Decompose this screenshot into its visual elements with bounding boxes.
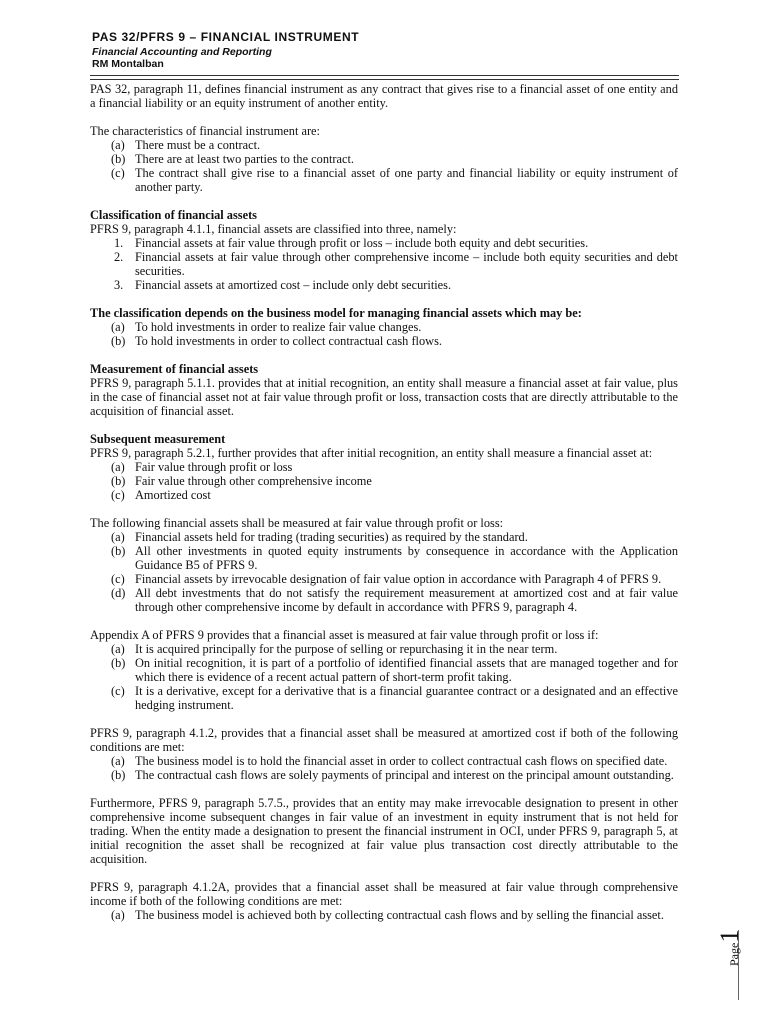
document-body [90, 82, 678, 936]
list-item [90, 642, 678, 656]
subsequent-list [90, 460, 678, 502]
section-heading: Subsequent measurement [90, 432, 226, 446]
list-item-text: Amortized cost [135, 488, 211, 502]
list-item-text: Financial assets at fair value through other comprehensive income – include both equity securities and debt securities. [135, 250, 678, 278]
list-item [90, 320, 678, 334]
list-marker: (a) [111, 642, 125, 656]
fvtpl-list [90, 530, 678, 614]
fvoci-intro: PFRS 9, paragraph 4.1.2A, provides that a financial asset shall be measured at fair value through comprehensive income if both of the following conditions are met: [90, 880, 678, 908]
list-item [90, 474, 678, 488]
list-item [90, 572, 678, 586]
list-item-text: It is a derivative, except for a derivative that is a financial guarantee contract or a designated and an effective hedging instrument. [135, 684, 678, 712]
list-marker: 1. [114, 236, 124, 250]
list-item [90, 754, 678, 768]
list-item-text: Financial assets by irrevocable designation of fair value option in accordance with Paragraph 4 of PFRS 9. [135, 572, 662, 586]
list-item [90, 656, 678, 684]
list-item [90, 334, 678, 348]
amortized-list [90, 754, 678, 782]
appendix-intro: Appendix A of PFRS 9 provides that a financial asset is measured at fair value through profit or loss if: [90, 628, 599, 642]
section-heading: Measurement of financial assets [90, 362, 259, 376]
list-item-text: All debt investments that do not satisfy the requirement measurement at amortized cost and at fair value through other comprehensive income by default in accordance with PFRS 9, paragraph 4. [135, 586, 678, 614]
list-marker: (b) [111, 152, 126, 166]
list-item [90, 684, 678, 712]
list-item-text: Fair value through profit or loss [135, 460, 293, 474]
list-item [90, 236, 678, 250]
list-item [90, 250, 678, 278]
list-item-text: Financial assets at fair value through profit or loss – include both equity and debt securities. [135, 236, 589, 250]
list-marker: (d) [111, 586, 126, 600]
page-word: Page [727, 942, 741, 966]
list-marker: (c) [111, 684, 125, 698]
list-marker: (a) [111, 138, 125, 152]
list-item-text: The business model is achieved both by collecting contractual cash flows and by selling the financial asset. [135, 908, 664, 922]
section-heading: The classification depends on the business model for managing financial assets which may be: [90, 306, 582, 320]
list-marker: (b) [111, 656, 126, 670]
characteristics-list [90, 138, 678, 194]
list-marker: (b) [111, 334, 126, 348]
list-item-text: It is acquired principally for the purpose of selling or repurchasing it in the near term. [135, 642, 558, 656]
list-item-text: There must be a contract. [135, 138, 261, 152]
document-title: PAS 32/PFRS 9 – FINANCIAL INSTRUMENT [92, 30, 360, 44]
characteristics-intro: The characteristics of financial instrument are: [90, 124, 320, 138]
list-item-text: To hold investments in order to realize fair value changes. [135, 320, 422, 334]
list-marker: 3. [114, 278, 124, 292]
section-heading: Classification of financial assets [90, 208, 257, 222]
list-item [90, 278, 678, 292]
list-item-text: The contractual cash flows are solely payments of principal and interest on the principal amount outstanding. [135, 768, 674, 782]
business-model-list [90, 320, 678, 348]
list-item-text: There are at least two parties to the contract. [135, 152, 354, 166]
document-subtitle: Financial Accounting and Reporting [92, 46, 272, 59]
list-marker: (b) [111, 474, 126, 488]
document-header [92, 31, 359, 70]
list-marker: (a) [111, 754, 125, 768]
classification-list [90, 236, 678, 292]
list-item [90, 152, 678, 166]
measurement-paragraph: PFRS 9, paragraph 5.1.1. provides that at initial recognition, an entity shall measure a financial asset at fair value, plus in the case of financial asset not at fair value through profit or loss, transaction costs that are directly attributable to the acquisition of financial asset. [90, 376, 678, 418]
list-marker: (c) [111, 488, 125, 502]
list-item [90, 460, 678, 474]
list-item-text: All other investments in quoted equity instruments by consequence in accordance with the Application Guidance B5 of PFRS 9. [135, 544, 678, 572]
fvtpl-intro: The following financial assets shall be measured at fair value through profit or loss: [90, 516, 504, 530]
list-marker: (a) [111, 530, 125, 544]
list-item [90, 544, 678, 572]
fvoci-list [90, 908, 678, 922]
list-marker: (c) [111, 166, 125, 180]
page-number-value: 1 [715, 929, 744, 943]
document-author: RM Montalban [92, 57, 164, 70]
list-marker: (b) [111, 768, 126, 782]
oci-paragraph: Furthermore, PFRS 9, paragraph 5.7.5., provides that an entity may make irrevocable designation to present in other comprehensive income subsequent changes in fair value of an investment in equity instrument that is not held for trading. When the entity made a designation to present the financial instrument in OCI, under PFRS 9, paragraph 5, at initial recognition the asset shall be recognized at fair value plus transaction cost directly attributable to the acquisition. [90, 796, 678, 866]
list-marker: (a) [111, 908, 125, 922]
amortized-intro: PFRS 9, paragraph 4.1.2, provides that a financial asset shall be measured at amortized cost if both of the following conditions are met: [90, 726, 678, 754]
list-marker: (a) [111, 460, 125, 474]
list-marker: (b) [111, 544, 126, 558]
appendix-list [90, 642, 678, 712]
header-divider [90, 75, 679, 80]
list-item [90, 586, 678, 614]
subsequent-intro: PFRS 9, paragraph 5.2.1, further provides that after initial recognition, an entity shall measure a financial asset at: [90, 446, 653, 460]
classification-intro: PFRS 9, paragraph 4.1.1, financial assets are classified into three, namely: [90, 222, 457, 236]
list-item-text: The business model is to hold the financial asset in order to collect contractual cash flows on specified date. [135, 754, 668, 768]
list-item [90, 908, 678, 922]
list-item [90, 166, 678, 194]
list-item-text: The contract shall give rise to a financial asset of one party and financial liability or equity instrument of another party. [135, 166, 678, 194]
list-item-text: Financial assets at amortized cost – include only debt securities. [135, 278, 452, 292]
page-number [715, 930, 745, 966]
list-item-text: Fair value through other comprehensive income [135, 474, 372, 488]
list-item [90, 768, 678, 782]
list-item-text: On initial recognition, it is part of a portfolio of identified financial assets that are managed together and for which there is evidence of a recent actual pattern of short-term profit taking. [135, 656, 678, 684]
list-item [90, 488, 678, 502]
list-marker: 2. [114, 250, 124, 264]
list-marker: (a) [111, 320, 125, 334]
list-item [90, 530, 678, 544]
list-item-text: To hold investments in order to collect contractual cash flows. [135, 334, 442, 348]
list-marker: (c) [111, 572, 125, 586]
definition-paragraph: PAS 32, paragraph 11, defines financial instrument as any contract that gives rise to a financial asset of one entity and a financial liability or an equity instrument of another entity. [90, 82, 678, 110]
list-item-text: Financial assets held for trading (trading securities) as required by the standard. [135, 530, 528, 544]
list-item [90, 138, 678, 152]
